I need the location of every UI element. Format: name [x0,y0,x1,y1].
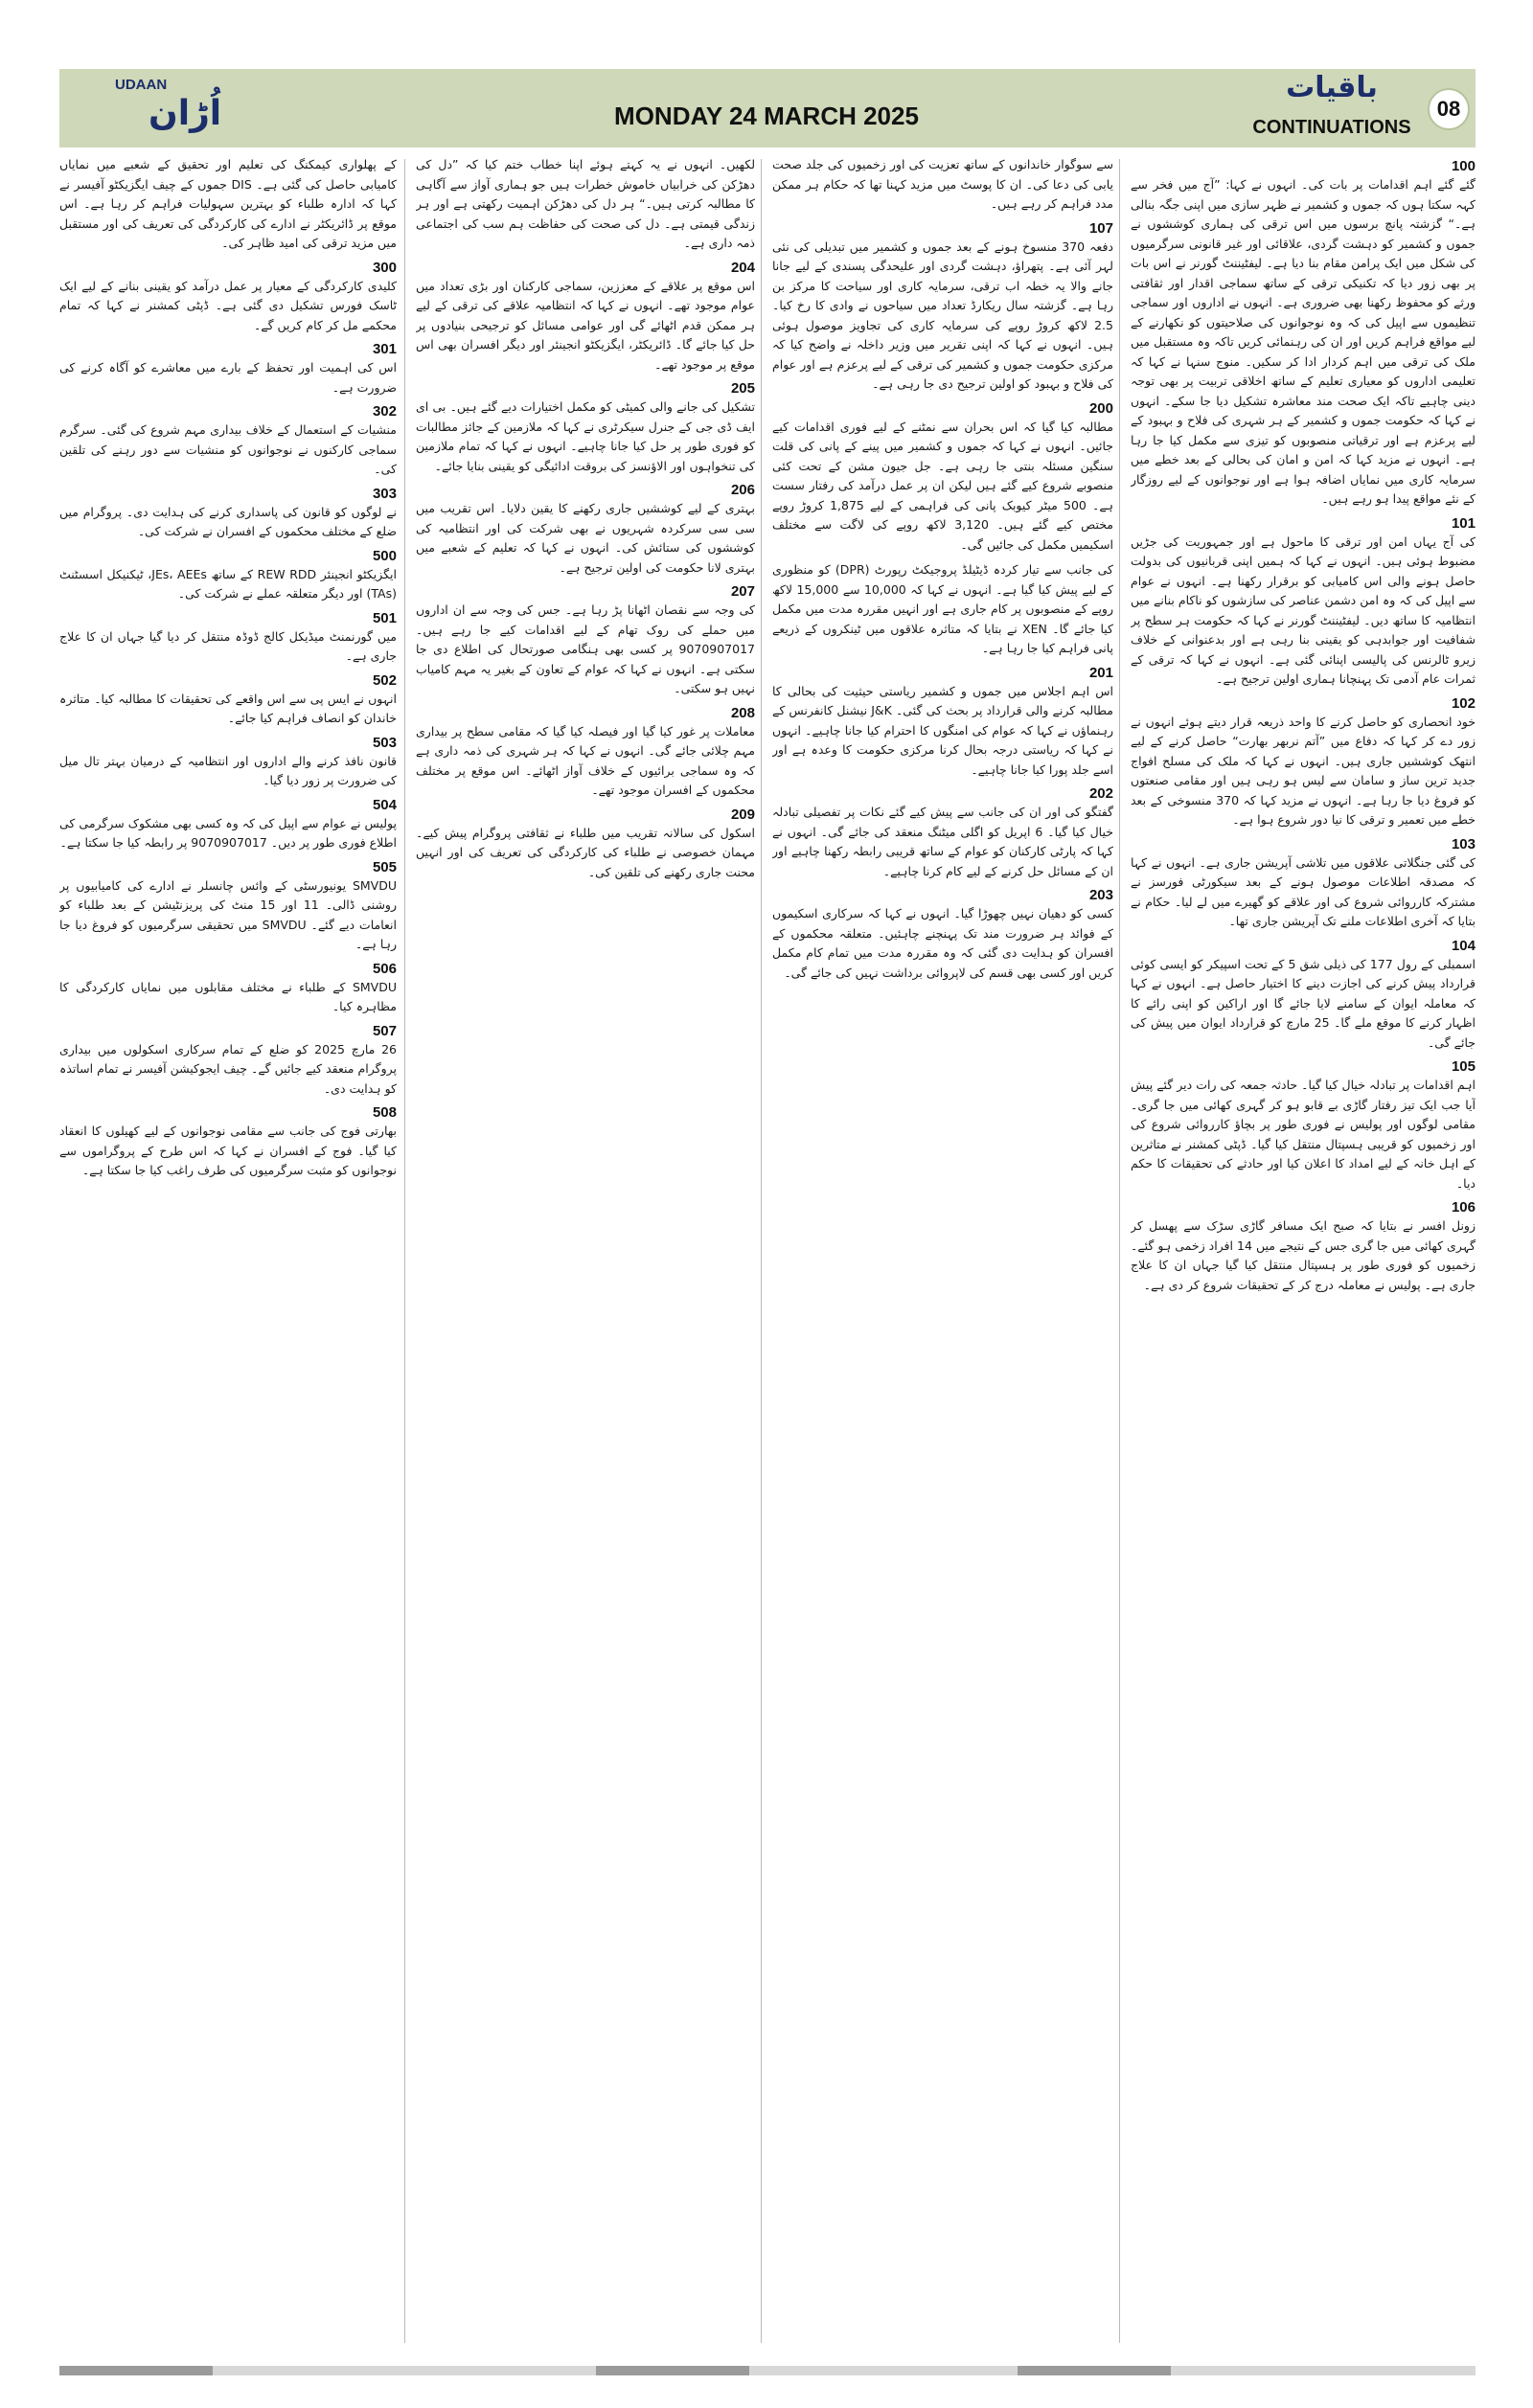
story-text: منشیات کے استعمال کے خلاف بیداری مہم شروع کی گئی۔ سرگرم سماجی کارکنوں نے نوجوانوں کو منشیات سے دور رہنے کی تلقین کی۔ [59,422,397,476]
story-number: 501 [372,609,397,626]
story-block [59,797,397,853]
story-number: 206 [730,482,755,498]
story-number: 505 [372,858,397,875]
story-block [416,380,755,476]
story-number: 106 [1451,1199,1476,1215]
story-number: 301 [372,341,397,357]
story-text: اس اہم اجلاس میں جموں و کشمیر ریاستی حیثیت کی بحالی کا مطالبہ کرنے والی قرارداد پر بحث کی گئی۔ J&K نیشنل کانفرنس کے رہنماؤں نے کہا کہ عوام کی امنگوں کا احترام کیا جانا چاہیے۔ انہوں نے کہا کہ ریاستی درجہ بحال کرنا مرکزی حکومت کا وعدہ ہے اور اسے جلد پورا کیا جانا چاہیے۔ [772,683,1113,777]
story-text: کی جانب سے تیار کردہ ڈیٹیلڈ پروجیکٹ رپورٹ (DPR) کو منظوری کے لیے پیش کیا گیا ہے۔ انہوں نے کہا کہ 10,000 سے 15,000 لاکھ روپے کے منصوبوں پر کام جاری ہے اور انہیں مقررہ مدت میں مکمل کیا جائے گا۔ XEN نے بتایا کہ متاثرہ علاقوں میں ٹینکروں کے ذریعے پانی فراہم کیا جا رہا ہے۔ [772,562,1113,655]
story-number: 500 [372,547,397,564]
story-number: 503 [372,734,397,751]
story-text: معاملات پر غور کیا گیا اور فیصلہ کیا گیا کہ مقامی سطح پر بیداری مہم چلائی جائے گی۔ انہوں نے کہا کہ ہر شہری کی ذمہ داری ہے کہ وہ سماجی برائیوں کے خلاف آواز اٹھائے۔ اس موقع پر مختلف محکموں کے افسران موجود تھے۔ [416,723,755,797]
story-number: 302 [372,403,397,420]
story-block [1131,1199,1476,1295]
story-block [772,665,1113,781]
story-number: 209 [730,806,755,823]
story-text: کی آج یہاں امن اور ترقی کا ماحول ہے اور جمہوریت کی جڑیں مضبوط ہوئی ہیں۔ انہوں نے کہا کہ ہمیں اپنی قربانیوں کی بدولت حاصل ہونے والی اس کامیابی کو برقرار رکھنا ہے۔ انہوں نے عوام سے اپیل کی کہ وہ امن دشمن عناصر کی سازشوں کو ناکام بنانے میں انتظامیہ کا ساتھ دیں۔ لیفٹیننٹ گورنر نے کہا کہ حکومت ہر سطح پر شفافیت اور جوابدہی کو یقینی بنا رہی ہے اور بدعنوانی کے خلاف زیرو ٹالرنس کی پالیسی اپنائی گئی ہے۔ انہوں نے کہا کہ ترقی کے ثمرات عام آدمی تک پہنچانا ہماری اولین ترجیح ہے۔ [1131,534,1476,686]
story-text: اس کی اہمیت اور تحفظ کے بارے میں معاشرے کو آگاہ کرنے کی ضرورت ہے۔ [59,360,397,395]
story-block [416,260,755,375]
story-number: 203 [1088,887,1113,903]
story-number: 303 [372,485,397,502]
story-number: 506 [372,960,397,977]
story-number: 103 [1451,835,1476,852]
column-divider [1119,159,1120,2343]
story-block [59,735,397,791]
footer-rule [59,2366,1476,2375]
section-title-urdu: باقیات [1286,71,1378,104]
story-block [59,672,397,729]
column-divider [404,159,405,2343]
story-text: گئے گئے اہم اقدامات پر بات کی۔ انہوں نے کہا: ”آج میں فخر سے کہہ سکتا ہوں کہ جموں و کشمیر نے ظہر سازی میں اپنی جگہ بنالی ہے۔“ گزشتہ پانچ برسوں میں اس ترقی کی ہماری کوششوں نے جموں و کشمیر کو دہشت گردی، علاقائی اور غیر قانونی سرگرمیوں کی شکل میں ایک پرامن مقام بنا دیا ہے۔ لیفٹیننٹ گورنر نے اس بات پر بھی زور دیا کہ تکنیکی ترقی کے ساتھ سماجی اقدار اور ثقافتی ورثے کو محفوظ رکھنا بھی ضروری ہے۔ انہوں نے اداروں اور سماجی تنظیموں سے اپیل کی کہ وہ نوجوانوں کی صلاحیتوں کو نکھارنے کے لیے مواقع فراہم کریں اور ان کی رہنمائی کریں تاکہ وہ مستقبل میں ملک کی ترقی میں اہم کردار ادا کر سکیں۔ منوج سنہا نے کہا کہ تعلیمی اداروں کو معیاری تعلیم کے ساتھ اخلاقی تربیت پر بھی توجہ دینی چاہیے تاکہ ایک صحت مند معاشرہ تشکیل دیا جا سکے۔ انہوں نے کہا کہ حکومت جموں و کشمیر کے ہر شہری کی فلاح و بہبود کے لیے پرعزم ہے اور ترقیاتی منصوبوں کو تیزی سے مکمل کیا جا رہا ہے۔ انہوں نے مزید کہا کہ امن و امان کی بحالی کے بعد خطے میں سرمایہ کاری میں نمایاں اضافہ ہوا ہے اور نوجوانوں کے لیے روزگار کے نئے مواقع پیدا ہو رہے ہیں۔ [1131,177,1476,506]
story-text: کسی کو دھیان نہیں چھوڑا گیا۔ انہوں نے کہا کہ سرکاری اسکیموں کے فوائد ہر ضرورت مند تک پہنچنے چاہئیں۔ متعلقہ محکموں کے افسران کو ہدایت دی گئی کہ وہ مقررہ مدت میں تمام کام مکمل کریں اور کسی بھی قسم کی لاپروائی برداشت نہیں کی جائے گی۔ [772,906,1113,980]
story-text: ایگزیکٹو انجینئر REW RDD کے ساتھ JEs، AEEs، ٹیکنیکل اسسٹنٹ (TAs) اور دیگر متعلقہ عملے نے شرکت کی۔ [59,566,397,601]
story-number: 208 [730,704,755,721]
column-4 [59,155,397,2349]
story-block [59,610,397,667]
story-block [59,341,397,398]
story-number: 300 [372,259,397,276]
story-text: دفعہ 370 منسوخ ہونے کے بعد جموں و کشمیر میں تبدیلی کی نئی لہر آئی ہے۔ پتھراؤ، دہشت گردی اور علیحدگی پسندی کے لیے جانا جانے والا یہ خطہ اب ترقی، سرمایہ کاری اور سیاحت کا مرکز بن رہا ہے۔ گزشتہ سال ریکارڈ تعداد میں سیاحوں نے وادی کا رخ کیا۔ 2.5 لاکھ کروڑ روپے کی سرمایہ کاری کی تجاویز موصول ہوئی ہیں۔ انہوں نے کہا کہ اپنی تقریر میں وزیر داخلہ نے واضح کیا کہ مرکزی حکومت جموں و کشمیر کی ترقی کے لیے پرعزم ہے اور عوام کی فلاح و بہبود کو اولین ترجیح دی جا رہی ہے۔ [772,239,1113,391]
story-text: کی وجہ سے نقصان اٹھانا پڑ رہا ہے۔ جس کی وجہ سے ان اداروں میں حملے کی روک تھام کے لیے اقدامات کیے جا رہے ہیں۔ 9070907017 پر کسی بھی ہنگامی صورتحال کی اطلاع دی جا سکتی ہے۔ انہوں نے کہا کہ عوام کے تعاون کے بغیر یہ مہم کامیاب نہیں ہو سکتی۔ [416,602,755,695]
story-text: خود انحصاری کو حاصل کرنے کا واحد ذریعہ قرار دیتے ہوئے انہوں نے زور دے کر کہا کہ دفاع میں ”آتم نربھر بھارت“ حاصل کرنے کے لیے انتھک کوششیں جاری ہیں۔ انہوں نے کہا کہ ملک کی مسلح افواج جدید ترین ساز و سامان سے لیس ہو رہی ہیں اور مقامی صنعتوں کو فروغ دیا جا رہا ہے۔ انہوں نے مزید کہا کہ 370 منسوخی کے بعد خطے میں تعمیر و ترقی کا نیا دور شروع ہوا ہے۔ [1131,714,1476,827]
story-text: کلیدی کارکردگی کے معیار پر عمل درآمد کو یقینی بنانے کے لیے ایک ٹاسک فورس تشکیل دی گئی ہے۔ ڈپٹی کمشنر نے کہا کہ تمام محکمے مل کر کام کریں گے۔ [59,278,397,332]
section-title-english: CONTINUATIONS [1252,117,1411,138]
story-text: گفتگو کی اور ان کی جانب سے پیش کیے گئے نکات پر تفصیلی تبادلہ خیال کیا گیا۔ 6 اپریل کو اگلی میٹنگ منعقد کی جائے گی۔ انہوں نے کہا کہ پارٹی کارکنان کو عوام کے ساتھ قریبی رابطہ رکھنا چاہیے اور ان کے مسائل حل کرنے کے لیے کام کرنا چاہیے۔ [772,805,1113,878]
story-text: اس موقع پر علاقے کے معززین، سماجی کارکنان اور بڑی تعداد میں عوام موجود تھے۔ انہوں نے کہا کہ انتظامیہ علاقے کی ترقی کے لیے ہر ممکن قدم اٹھائے گی اور عوامی مسائل کو ترجیحی بنیادوں پر حل کیا جائے گا۔ ڈائریکٹر، ایگزیکٹو انجینئر اور دیگر افسران بھی اس موقع پر موجود تھے۔ [416,278,755,372]
story-text: 26 مارچ 2025 کو ضلع کے تمام سرکاری اسکولوں میں بیداری پروگرام منعقد کیے جائیں گے۔ چیف ایجوکیشن آفیسر نے تمام اساتذہ کو ہدایت دی۔ [59,1041,397,1096]
story-block [1131,695,1476,830]
story-block [59,1104,397,1181]
story-number: 207 [730,583,755,600]
story-number: 200 [1088,399,1113,417]
issue-date: MONDAY 24 MARCH 2025 [614,102,919,130]
story-text: SMVDU کے طلباء نے مختلف مقابلوں میں نمایاں کارکردگی کا مظاہرہ کیا۔ [59,979,397,1013]
story-block [59,155,397,254]
story-text: قانون نافذ کرنے والے اداروں اور انتظامیہ کے درمیان بہتر تال میل کی ضرورت پر زور دیا گیا۔ [59,753,397,787]
story-number: 201 [1088,664,1113,681]
story-text: میں گورنمنٹ میڈیکل کالج ڈوڈہ منتقل کر دیا گیا جہاں ان کا علاج جاری ہے۔ [59,628,397,663]
story-block [772,560,1113,659]
story-text: انہوں نے ایس پی سے اس واقعے کی تحقیقات کا مطالبہ کیا۔ متاثرہ خاندان کو انصاف فراہم کیا جائے۔ [59,691,397,725]
story-block [416,806,755,883]
footer-rule-segment [596,2366,749,2375]
story-block [772,220,1113,395]
story-text: کی گئی جنگلاتی علاقوں میں تلاشی آپریشن جاری ہے۔ انہوں نے کہا کہ مصدقہ اطلاعات موصول ہونے کے بعد سیکورٹی فورسز نے مشترکہ کارروائی شروع کی اور علاقے کو گھیرے میں لے لیا۔ حکام نے بتایا کہ آخری اطلاعات ملنے تک آپریشن جاری تھا۔ [1131,854,1476,928]
story-text: پولیس نے عوام سے اپیل کی کہ وہ کسی بھی مشکوک سرگرمی کی اطلاع فوری طور پر دیں۔ 9070907017 پر رابطہ کیا جا سکتا ہے۔ [59,815,397,850]
story-text: نے لوگوں کو قانون کی پاسداری کرنے کی ہدایت دی۔ پروگرام میں ضلع کے مختلف محکموں کے افسران نے شرکت کی۔ [59,504,397,538]
page-number-badge: 08 [1428,88,1470,130]
column-divider [761,159,762,2343]
story-number: 508 [372,1104,397,1121]
story-text: اسمبلی کے رول 177 کی ذیلی شق 5 کے تحت اسپیکر کو ایسی کوئی قرارداد پیش کرنے کی اجازت دینے کا اختیار حاصل ہے۔ انہوں نے کہا کہ معاملہ ایوان کے سامنے لایا جائے گا اور اراکین کو اپنی رائے کا اظہار کرنے کا موقع ملے گا۔ 25 مارچ کو قرارداد ایوان میں پیش کی جائے گی۔ [1131,956,1476,1050]
story-text: سے سوگوار خاندانوں کے ساتھ تعزیت کی اور زخمیوں کی جلد صحت یابی کی دعا کی۔ ان کا پوسٹ میں مزید کہنا تھا کہ حکام ہر ممکن مدد فراہم کر رہے ہیں۔ [772,157,1113,211]
story-block [772,155,1113,215]
story-text: زونل افسر نے بتایا کہ صبح ایک مسافر گاڑی سڑک سے پھسل کر گہری کھائی میں جا گری جس کے نتیجے میں 14 افراد زخمی ہو گئے۔ زخمیوں کو فوری طور پر ہسپتال منتقل کیا گیا جہاں ان کا علاج جاری ہے۔ پولیس نے معاملہ درج کر کے تحقیقات شروع کر دی ہے۔ [1131,1218,1476,1292]
story-text: تشکیل کی جانے والی کمیٹی کو مکمل اختیارات دیے گئے ہیں۔ بی ای ایف ڈی جی کے جنرل سیکرٹری نے کہا کہ ملازمین کے جائز مطالبات کو فوری طور پر حل کیا جانا چاہیے۔ انہوں نے کہا کہ تمام ملازمین کی تنخواہوں اور الاؤنسز کی بروقت ادائیگی کو یقینی بنایا جائے۔ [416,399,755,473]
story-block [1131,515,1476,690]
story-number: 504 [372,796,397,813]
story-block [1131,158,1476,510]
story-text: لکھیں۔ انہوں نے یہ کہتے ہوئے اپنا خطاب ختم کیا کہ ”دل کی دھڑکن کی خرابیاں خاموش خطرات ہیں جو ہماری آواز سے آگاہی کا مطالبہ کرتی ہیں۔“ ہر دل کی دھڑکن اہمیت رکھتی ہے اور ہر زندگی قیمتی ہے۔ دل کی صحت کی حفاظت ہم سب کی اجتماعی ذمہ داری ہے۔ [416,157,755,250]
story-block [416,482,755,578]
story-number: 105 [1451,1058,1476,1075]
story-text: کے پھلواری کیمکنگ کی تعلیم اور تحقیق کے شعبے میں نمایاں کامیابی حاصل کی گئی ہے۔ DIS جموں کے چیف ایگزیکٹو آفیسر نے کہا کہ ادارہ طلباء کو بہترین سہولیات فراہم کر رہا ہے۔ اس موقع پر ڈائریکٹر نے ادارے کی کارکردگی کی تعریف کی اور مستقبل میں مزید ترقی کی امید ظاہر کی۔ [59,157,397,250]
story-text: اسکول کی سالانہ تقریب میں طلباء نے ثقافتی پروگرام پیش کیے۔ مہمان خصوصی نے طلباء کی کارکردگی کی تعریف کی اور انہیں محنت جاری رکھنے کی تلقین کی۔ [416,825,755,879]
story-number: 205 [730,380,755,397]
story-number: 507 [372,1022,397,1039]
story-text: اہم اقدامات پر تبادلہ خیال کیا گیا۔ حادثہ جمعہ کی رات دیر گئے پیش آیا جب ایک تیز رفتار گاڑی بے قابو ہو کر گہری کھائی میں جا گری۔ مقامی لوگوں اور پولیس نے فوری طور پر بچاؤ کارروائی شروع کی اور زخمیوں کو قریبی ہسپتال منتقل کیا گیا۔ ڈپٹی کمشنر نے متاثرین کے اہل خانہ کے لیے امداد کا اعلان کیا اور حادثے کی تحقیقات کا حکم دیا۔ [1131,1078,1476,1191]
column-2 [772,155,1113,2349]
story-block [1131,938,1476,1054]
story-block [772,400,1113,556]
story-number: 100 [1451,158,1476,174]
story-block [59,961,397,1017]
story-block [59,403,397,480]
story-number: 502 [372,671,397,689]
story-block [59,859,397,955]
story-block [416,705,755,801]
column-1 [1131,155,1476,2349]
story-number: 202 [1088,785,1113,802]
story-text: بہتری کے لیے کوششیں جاری رکھنے کا یقین دلایا۔ اس تقریب میں سی سی سرکردہ شہریوں نے بھی شرکت کی اور انتظامیہ کی کوششوں کی ستائش کی۔ انہوں نے کہا کہ تعلیم کے شعبے میں بہتری لانا حکومت کی اولین ترجیح ہے۔ [416,501,755,575]
story-text: مطالبہ کیا گیا کہ اس بحران سے نمٹنے کے لیے فوری اقدامات کیے جائیں۔ انہوں نے کہا کہ جموں و کشمیر میں پینے کے پانی کی قلت سنگین مسئلہ بنتی جا رہی ہے۔ جل جیون مشن کے تحت کئی منصوبے شروع کیے گئے ہیں لیکن ان پر عمل درآمد کی رفتار سست ہے۔ 500 میٹر کیوبک پانی کی فراہمی کے لیے 1,875 کروڑ روپے مختص کیے گئے ہیں۔ 3,120 لاکھ روپے کی لاگت سے مختلف اسکیمیں مکمل کی جائیں گی۔ [772,419,1113,552]
story-number: 101 [1451,514,1476,532]
story-block [772,887,1113,983]
story-block [59,486,397,542]
logo-english: UDAAN [115,77,168,93]
footer-rule-segment [1018,2366,1171,2375]
story-text: بھارتی فوج کی جانب سے مقامی نوجوانوں کے لیے کھیلوں کا انعقاد کیا گیا۔ فوج کے افسران نے کہا کہ اس طرح کے پروگراموں سے نوجوانوں کو مثبت سرگرمیوں کی طرف راغب کیا جا سکتا ہے۔ [59,1124,397,1177]
story-block [1131,836,1476,932]
story-number: 102 [1451,694,1476,712]
footer-rule-segment [59,2366,213,2375]
story-block [772,785,1113,881]
story-block [59,260,397,336]
story-block [416,155,755,254]
article-columns [59,155,1476,2349]
logo-urdu: اُڑان [149,94,222,133]
story-text: SMVDU یونیورسٹی کے وائس چانسلر نے ادارے کی کامیابیوں پر روشنی ڈالی۔ 11 اور 15 منٹ کی پریزنٹیشن کے بعد طلباء کو انعامات دیے گئے۔ SMVDU میں تحقیقی سرگرمیوں کو فروغ دیا جا رہا ہے۔ [59,877,397,951]
story-number: 107 [1088,219,1113,237]
story-block [416,583,755,699]
story-number: 104 [1451,937,1476,954]
story-block [1131,1058,1476,1193]
story-block [59,548,397,604]
column-3 [416,155,755,2349]
story-number: 204 [730,259,755,276]
story-block [59,1023,397,1100]
